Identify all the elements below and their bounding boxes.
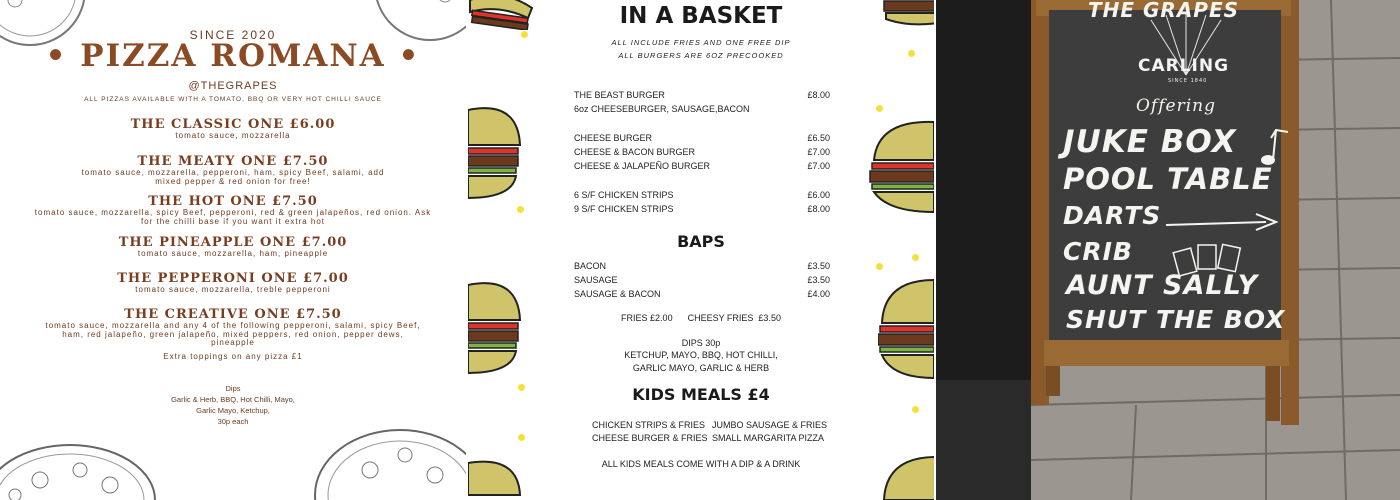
pizza-item-name: THE PEPPERONI ONE £7.00	[117, 271, 349, 286]
offering-label: Offering	[1136, 96, 1216, 116]
chalk-item-shut-the-box: SHUT THE BOX	[1066, 305, 1286, 334]
dips-line: Garlic Mayo, Ketchup,	[196, 406, 270, 415]
menu-item-price: £3.50	[807, 275, 830, 285]
menu-item-price: £6.50	[807, 133, 830, 143]
carling-logo: CARLING	[1138, 56, 1230, 76]
carling-since: SINCE 1840	[1168, 78, 1208, 84]
kids-meal-item: SMALL MARGARITA PIZZA	[712, 433, 825, 443]
pizza-item-desc: tomato sauce, mozzarella, treble pepperoni	[135, 285, 331, 294]
pizza-sketch-bottom-left	[0, 440, 180, 500]
pizza-item	[0, 154, 466, 186]
kids-meal-item: CHEESE BURGER & FRIES	[592, 433, 708, 443]
kids-meal-note: ALL KIDS MEALS COME WITH A DIP & A DRINK	[601, 459, 801, 469]
burger-dips-title: DIPS 30p	[681, 338, 721, 348]
menu-item-price: £7.00	[807, 161, 830, 171]
menu-row	[574, 275, 830, 285]
menu-item-name: SAUSAGE & BACON	[574, 289, 661, 299]
menu-row	[574, 133, 830, 143]
chalk-item-pool-table: POOL TABLE	[1063, 162, 1273, 196]
menu-item-name: THE BEAST BURGER	[574, 90, 665, 100]
pizza-item-desc: tomato sauce, mozzarella, spicy Beef, pepperoni, red & green jalapeños, red onion. Ask for the chilli base if you want it extra hot	[34, 208, 432, 226]
menu-item-name: CHEESE & BACON BURGER	[574, 147, 696, 157]
chalk-item-jukebox: JUKE BOX	[1063, 124, 1237, 160]
extra-toppings-note: Extra toppings on any pizza £1	[163, 352, 303, 361]
menu-item-price: £8.00	[807, 204, 830, 214]
menu-item-price: £7.00	[807, 147, 830, 157]
pizza-item-name: THE CLASSIC ONE £6.00	[130, 117, 336, 132]
basket-heading: IN A BASKET	[619, 3, 783, 29]
basket-note: ALL INCLUDE FRIES AND ONE FREE DIP	[611, 38, 791, 47]
menu-item-price: £6.00	[807, 190, 830, 200]
sauce-availability-note: ALL PIZZAS AVAILABLE WITH A TOMATO, BBQ OR VERY HOT CHILLI SAUCE	[84, 96, 382, 103]
menu-item-price: £8.00	[807, 90, 830, 100]
menu-item-name: BACON	[574, 261, 607, 271]
menu-item-name: CHEESE BURGER	[574, 133, 653, 143]
pizza-item	[0, 307, 466, 348]
menu-item-name: SAUSAGE	[574, 275, 618, 285]
kids-meal-item: CHICKEN STRIPS & FRIES	[592, 420, 706, 430]
since-label: SINCE 2020	[189, 28, 277, 42]
menu-item-name: 6 S/F CHICKEN STRIPS	[574, 190, 674, 200]
decor-dot	[518, 434, 525, 441]
pizza-item-desc: tomato sauce, mozzarella, pepperoni, ham, spicy Beef, salami, add mixed pepper & red onion for free!	[81, 168, 385, 186]
kids-meal-item: JUMBO SAUSAGE & FRIES	[712, 420, 828, 430]
chalkboard-photo-panel	[936, 0, 1400, 500]
decor-dot	[912, 254, 919, 261]
dips-line: Garlic & Herb, BBQ, Hot Chilli, Mayo,	[171, 395, 295, 404]
menu-row	[574, 261, 830, 271]
pub-name: THE GRAPES	[1088, 0, 1240, 22]
pizza-menu-title: • PIZZA ROMANA •	[45, 38, 421, 74]
pizza-item-desc: tomato sauce, mozzarella, ham, pineapple	[137, 249, 329, 258]
baps-heading: BAPS	[677, 232, 725, 251]
basket-note: ALL BURGERS ARE 6OZ PRECOOKED	[618, 51, 784, 60]
burger-dips-line: GARLIC MAYO, GARLIC & HERB	[632, 363, 770, 373]
burger-illustration	[468, 100, 523, 210]
menu-row	[574, 204, 830, 214]
kids-meals-heading: KIDS MEALS £4	[632, 385, 770, 404]
decor-dot	[517, 206, 524, 213]
decor-dot	[912, 406, 919, 413]
pizza-item	[0, 117, 466, 141]
menu-row	[574, 190, 830, 200]
chalk-item-darts: DARTS	[1063, 201, 1162, 230]
pizza-dips-section	[0, 383, 466, 427]
decor-dot	[876, 105, 883, 112]
chalk-item-crib: CRIB	[1063, 237, 1133, 266]
pizza-item-name: THE HOT ONE £7.50	[148, 194, 318, 209]
pizza-item-desc: tomato sauce, mozzarella	[175, 131, 291, 140]
burger-dips-line: KETCHUP, MAYO, BBQ, HOT CHILLI,	[624, 350, 778, 360]
pizza-item	[0, 235, 466, 259]
pizza-item-name: THE MEATY ONE £7.50	[137, 154, 329, 169]
menu-item-name: 9 S/F CHICKEN STRIPS	[574, 204, 674, 214]
menu-item-desc: 6oz CHEESEBURGER, SAUSAGE,BACON	[574, 104, 750, 114]
menu-row	[574, 161, 830, 171]
fries-line: FRIES £2.00 CHEESY FRIES £3.50	[621, 313, 781, 323]
menu-item-price: £4.00	[807, 289, 830, 299]
social-handle: @THEGRAPES	[188, 80, 278, 92]
menu-row	[574, 90, 830, 100]
pizza-item	[0, 271, 466, 295]
dips-price: 30p each	[217, 417, 249, 426]
pizza-menu-panel	[0, 0, 466, 500]
menu-row	[574, 147, 830, 157]
dips-title: Dips	[225, 384, 241, 393]
pizza-item	[0, 194, 466, 226]
menu-row	[574, 104, 830, 114]
pizza-sketch-bottom-right	[310, 420, 466, 500]
decor-dot	[876, 263, 883, 270]
chalk-item-aunt-sally: AUNT SALLY	[1066, 270, 1259, 301]
menu-row	[574, 289, 830, 299]
pizza-item-desc: tomato sauce, mozzarella and any 4 of the following pepperoni, salami, spicy Beef, ham, red jalapeño, green jalapeño, mixed peppers, red onion, pepper dews, pineapple	[45, 321, 421, 347]
pizza-item-name: THE CREATIVE ONE £7.50	[124, 307, 342, 322]
pizza-item-name: THE PINEAPPLE ONE £7.00	[118, 235, 348, 250]
burger-illustration	[868, 120, 934, 215]
menu-item-price: £3.50	[807, 261, 830, 271]
menu-item-name: CHEESE & JALAPEÑO BURGER	[574, 161, 711, 171]
burger-menu-panel	[468, 0, 934, 500]
